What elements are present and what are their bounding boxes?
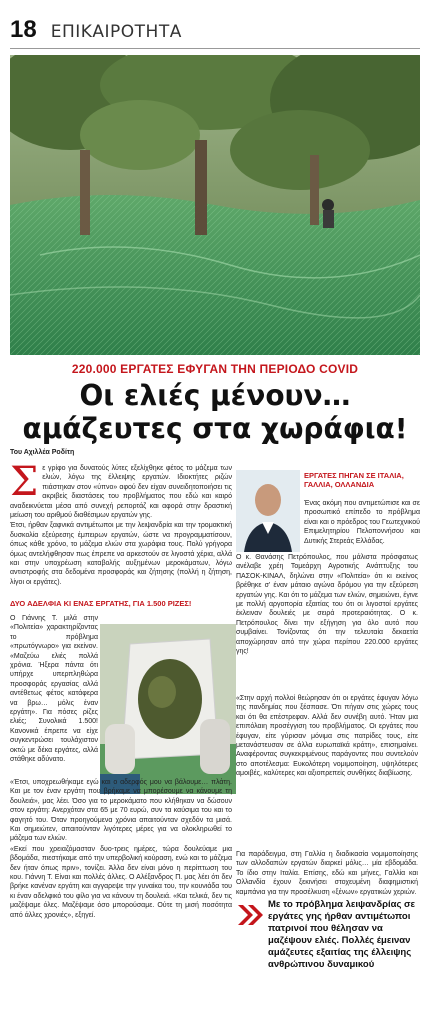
harvest-paragraph-2: «Εκεί που χρειαζόμασταν δυο-τρεις ημέρες, τώρα δουλεύαμε μια βδομάδα, πιεστήκαμε από την υπερβολική κούραση, ενώ και το μάζεμα δεν ήταν όπως πριν», τονίζει. Άλλα δεν είναι μόνο η περίπτωση του κου. Γιάννη Τ. Είναι και πολλές άλλες. Ο Αλέξανδρος Π. μας λέει ότι δεν βρήκε κανέναν εργάτη και αγγαρεψε την γυναίκα του, την κουνιάδα του κι έναν αδελφικό του φίλο για να κάνουν τη δουλειά. «Και τελικά, δεν τις μαζέψαμε όλες. Μαζέψαμε όσο μπορούσαμε. Ούτε τη μισή ποσότητα από άλλες χρονιές», εξηγεί. bbox=[10, 845, 232, 919]
headline-line-2: αμάζευτες στα χωράφια! bbox=[22, 412, 408, 445]
petropoulos-column bbox=[236, 553, 418, 657]
brothers-paragraph: Ο Γιάννης Τ. μιλά στην «Πολιτεία» χαρακτηρίζοντας το πρόβλημα «πρωτόγνωρο» για εκείνον. «Μαζεύω ελιές πολλά χρόνια. Ήξερα πάντα ότι υπήρχε υπερπληθώρα προσφοράς εργασίας αλλά αντέθετως φέτος κατάφερα να βρω… μόλις έναν εργάτη». Για πόσες ρίζες ελιές; Συνολικά 1.500! Κανονικά έπρεπε να είχε συγκεντρώσει τουλάχιστον οκτώ με δέκα εργάτες, αλλά στάθηκε αδύνατο. bbox=[10, 615, 98, 764]
olive-grove-photo bbox=[10, 55, 420, 355]
section-title: ΕΠΙΚΑΙΡΟΤΗΤΑ bbox=[50, 21, 182, 42]
sidebar-intro-text: Ένας ακόμη που αντιμετώπισε και σε προσωπικό επίπεδο το πρόβλημα είναι και ο πρόεδρος του Γεωτεχνικού Επιμελητηρίου Πελοποννήσου και Δυτικής Στερεάς Ελλάδας. bbox=[304, 500, 420, 545]
header-divider bbox=[10, 48, 420, 49]
olive-grove-illustration bbox=[10, 55, 420, 355]
olive-bag-illustration bbox=[100, 624, 236, 794]
sidebar-subhead-workers-left: ΕΡΓΑΤΕΣ ΠΗΓΑΝ ΣΕ ΙΤΑΛΙΑ, ΓΑΛΛΙΑ, ΟΛΛΑΝΔΙΑ bbox=[304, 471, 404, 489]
drop-cap: Σ bbox=[10, 459, 39, 505]
petropoulos-paragraph: Ο κ. Θανάσης Πετρόπουλος, που μάλιστα πρόσφατως ανέλαβε χρέη Τομεάρχη Αγροτικής Ανάπτυξης του ΠΑΣΟΚ-ΚΙΝΑΛ, δηλώνει στην «Πολιτεία» ότι κι εκείνος βρέθηκε σ' έναν μάταιο αγώνα δρόμου για την εξεύρεση εργατών γης. Και ότι το μάζεμα των ελιών, σημειώνει, έγινε με πολλή αργοπορία εξαιτίας του ότι οι λιγοστοί εργάτες έκλειναν δουλειές με σειρά προτεραιότητας. Ο κ. Πετρόπουλος δίνει την εξήγηση για όλο αυτό που συμβαίνει. Τονίζοντας ότι την τελευταία δεκαετία αποχώρησαν από την χώρα περίπου 220.000 εργάτες γης! bbox=[236, 554, 418, 656]
page-header bbox=[10, 8, 182, 42]
headline-line-1: Οι ελιές μένουν… bbox=[79, 379, 351, 412]
byline: Του Αχιλλέα Ροδίτη bbox=[10, 449, 75, 456]
petropoulos-portrait bbox=[236, 470, 300, 552]
harvest-paragraph-1: «Έτσι, υποχρεωθήκαμε εγώ και ο αδερφός μου να βάλουμε… πλάτη. Και με τον έναν εργάτη που βρήκαμε να μπορέσουμε να κάνουμε τη δουλειά», μας λέει. Όσο για το μεροκάματο που κλήθηκαν να δώσουν στον εργάτη: Ανερχόταν στα 65 με 70 ευρώ, συν τα καύσιμα του και το φαγητό του. Όταν προηγούμενα χρόνια απαιτούνταν σχεδόν τα μισά. Και σημειώτεν, απαιτούνταν λιγότερες μέρες για να ολοκληρωθεί το μάζεμα των ελιών. bbox=[10, 779, 232, 843]
subhead-two-brothers: ΔΥΟ ΑΔΕΛΦΙΑ ΚΙ ΕΝΑΣ ΕΡΓΑΤΗΣ, ΓΙΑ 1.500 ΡΙΖΕΣ! bbox=[10, 599, 192, 608]
pull-quote: Με το πρόβλημα λειψανδρίας σε εργάτες γης ήρθαν αντιμέτωποι πατρινοί που θέλησαν να μαζέψουν ελιές. Πολλές έμειναν αμάζευτες εξαιτίας της έλλειψης ανθρώπινου δυναμικού bbox=[268, 899, 416, 970]
page-number: 18 bbox=[10, 16, 37, 43]
portrait-illustration bbox=[236, 470, 300, 552]
olive-bag-photo bbox=[100, 624, 236, 794]
pandemic-column bbox=[236, 694, 418, 780]
example-column bbox=[236, 850, 418, 898]
article-headline bbox=[0, 379, 430, 445]
intro-paragraph-1: ε γρίφο για δυνατούς λύτες εξελίχθηκε φέτος το μάζεμα των ελιών, λόγω της έλλειψης εργατών. Ιδιοκτήτες ριζών πιάστηκαν στον «ύπνο» αφού δεν είχαν συνειδητοποιήσει τις ακριβείς διαστάσεις του προβλήματος που εδώ και καιρό αναδεικνύεται μέσα από συνεχή ρεπορτάζ και αφορά στην δραστική μείωση του αριθμού διαθέσιμων εργατών γης. bbox=[10, 465, 232, 520]
pandemic-paragraph: «Στην αρχή πολλοί θεώρησαν ότι οι εργάτες έφυγαν λόγω της πανδημίας που ξέσπασε. Ότι πήγαν στις χώρες τους και ότι θα επέστρεφαν. Αλλά δεν συνέβη αυτό. Ήταν μια επιπόλαιη προσέγγιση του προβλήματος. Οι εργάτες που έφυγαν, είτε γύρισαν μόνιμα στις πατρίδες τους, είτε μετανάστευσαν σε άλλα ευρωπαϊκά κράτη», επισημαίνει. Αναφέροντας συγκεκριμένους παράγοντες που συντελούν στο αποτέλεσμα: Ευκολότερη νομιμοποίηση, υψηλότερες αμοιβές, καλύτερες και αξιοπρεπείς συνθήκες διαβίωσης. bbox=[236, 695, 418, 778]
article-kicker: 220.000 ΕΡΓΑΤΕΣ ΕΦΥΓΑΝ ΤΗΝ ΠΕΡΙΟΔΟ COVID bbox=[71, 362, 359, 376]
subhead-block bbox=[10, 596, 232, 610]
example-paragraph: Για παράδειγμα, στη Γαλλία η διαδικασία νομιμοποίησης των αλλοδαπών εργατών διαρκεί μόλις… μία εβδομάδα. Το ίδιο στην Ιταλία. Επίσης, εδώ και μήνες, Γαλλία και Ολλανδία έχουν ξεκινήσει στοχευμένη διαφημιστική καμπάνια για την προσέλκυση «ξένων» εργατικών χεριών. bbox=[236, 851, 418, 896]
quote-chevron-icon bbox=[236, 903, 264, 927]
intro-column bbox=[10, 459, 232, 588]
harvest-column bbox=[10, 778, 232, 921]
intro-paragraph-2: Έτσι, ήρθαν ξαφνικά αντιμέτωποι με την λειψανδρία και την τρομακτική δυσκολία εξεύρεσης έμπειρων εργατών, ώστε να προγραμματίσουν, όπως κάθε χρόνο, το μάζεμα ελιών στα χωράφια τους. Πολύ γρήγορα όμως αντελήφθησαν πως έπρεπε να αρκεστούν σε λιγοστά χέρια, αλλά και στην υποχρέωση καταβολής αυξημένων μεροκάματων, λόγω αντιστροφής στα δεδομένα προσφοράς και ζήτησης (πολλή η ζήτηση, λίγοι οι εργάτες). bbox=[10, 522, 232, 586]
brothers-column bbox=[10, 614, 98, 766]
